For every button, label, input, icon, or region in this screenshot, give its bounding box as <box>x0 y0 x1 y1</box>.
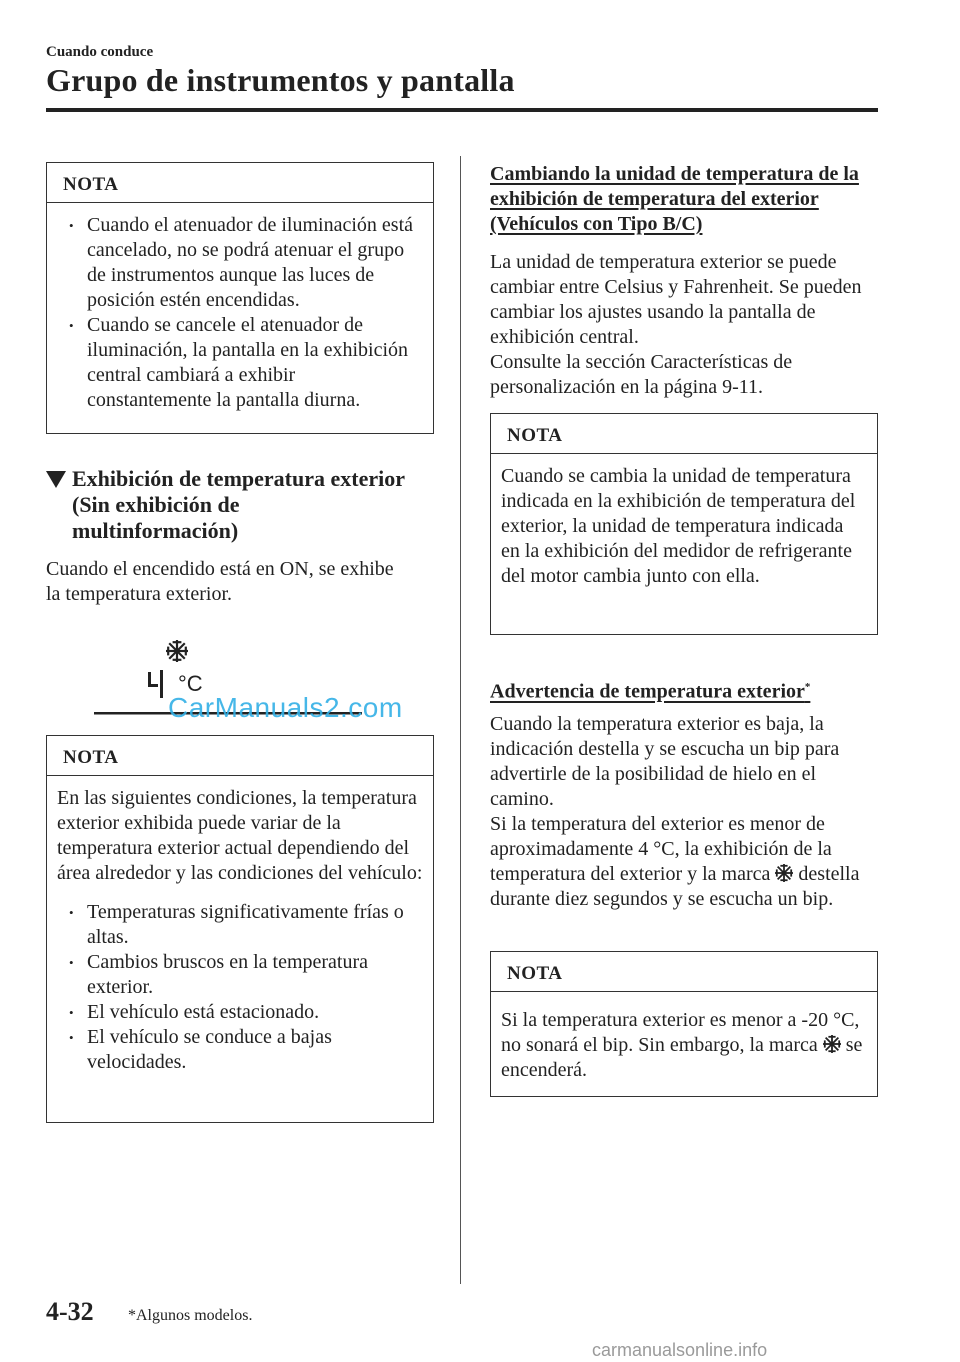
page-number: 4-32 <box>46 1297 94 1326</box>
note-text: Cuando se cambia la unidad de temperatura indicada en la exhibición de temperatura del exterior, la unidad de temperatura indicada en la exhibición del medidor de refrigerante del motor cambia junto con ella. <box>501 465 856 587</box>
note-bullet: • Cuando se cancele el atenuador de iluminación, la pantalla en la exhibición central cambiará a exhibir constantemente la pantalla diurna. <box>57 313 423 413</box>
note-box-unit <box>490 413 878 635</box>
unit-label: °C <box>178 671 203 696</box>
note-bullet: • El vehículo se conduce a bajas velocidades. <box>57 1025 423 1075</box>
warning-paragraph: Cuando la temperatura exterior es baja, la indicación destella y se escucha un bip para advertirle de la posibilidad de hielo en el camino. Si la temperatura del exterior es menor de aproximadamente 4 °C, la exhibición de la temperatura del exterior y la marca destella durante diez segundos y se escucha un bip. <box>490 713 860 910</box>
note-bullet: • El vehículo está estacionado. <box>57 1000 423 1025</box>
snowflake-icon <box>775 864 793 882</box>
note-label: NOTA <box>47 736 433 776</box>
section-heading <box>46 466 406 544</box>
footnote: *Algunos modelos. <box>128 1307 253 1324</box>
warning-heading: Advertencia de temperatura exterior* <box>490 680 811 703</box>
note-bullet: • Cuando el atenuador de iluminación está cancelado, no se podrá atenuar el grupo de instrumentos aunque las luces de posición estén encendidas. <box>57 213 423 313</box>
unit-change-paragraph: La unidad de temperatura exterior se puede cambiar entre Celsius y Fahrenheit. Se pueden cambiar los ajustes usando la pantalla de exhibición central. Consulte la sección Características de personalización en la página 9-11. <box>490 251 862 398</box>
note-box-minus20: NOTA Si la temperatura exterior es menor a -20 °C, no sonará el bip. Sin embargo, la marca se encenderá. <box>490 951 878 1097</box>
watermark: CarManuals2.com <box>168 692 403 723</box>
note-bullet: • Cambios bruscos en la temperatura exterior. <box>57 950 423 1000</box>
note-label: NOTA <box>491 952 877 992</box>
intro-paragraph: Cuando el encendido está en ON, se exhibe la temperatura exterior. <box>46 558 394 605</box>
column-divider <box>460 156 461 1284</box>
note-label: NOTA <box>47 163 433 203</box>
title-rule <box>46 108 878 112</box>
page-title: Grupo de instrumentos y pantalla <box>46 62 515 98</box>
heading-text: Exhibición de temperatura exterior (Sin exhibición de multinformación) <box>72 466 405 543</box>
note-label: NOTA <box>491 414 877 454</box>
note-box-dimmer <box>46 162 434 434</box>
note-box-conditions <box>46 735 434 1123</box>
unit-change-heading: Cambiando la unidad de temperatura de la exhibición de temperatura del exterior (Vehículos con Tipo B/C) <box>490 163 859 235</box>
site-watermark: carmanualsonline.info <box>592 1340 768 1360</box>
triangle-marker-icon <box>46 471 66 488</box>
snowflake-icon <box>166 640 188 662</box>
snowflake-icon <box>823 1035 841 1053</box>
note-intro: En las siguientes condiciones, la temperatura exterior exhibida puede variar de la temperatura exterior actual dependiendo del área alrededor y las condiciones del vehículo: <box>57 787 423 884</box>
section-label: Cuando conduce <box>46 44 154 60</box>
note-bullet: • Temperaturas significativamente frías o altas. <box>57 900 423 950</box>
